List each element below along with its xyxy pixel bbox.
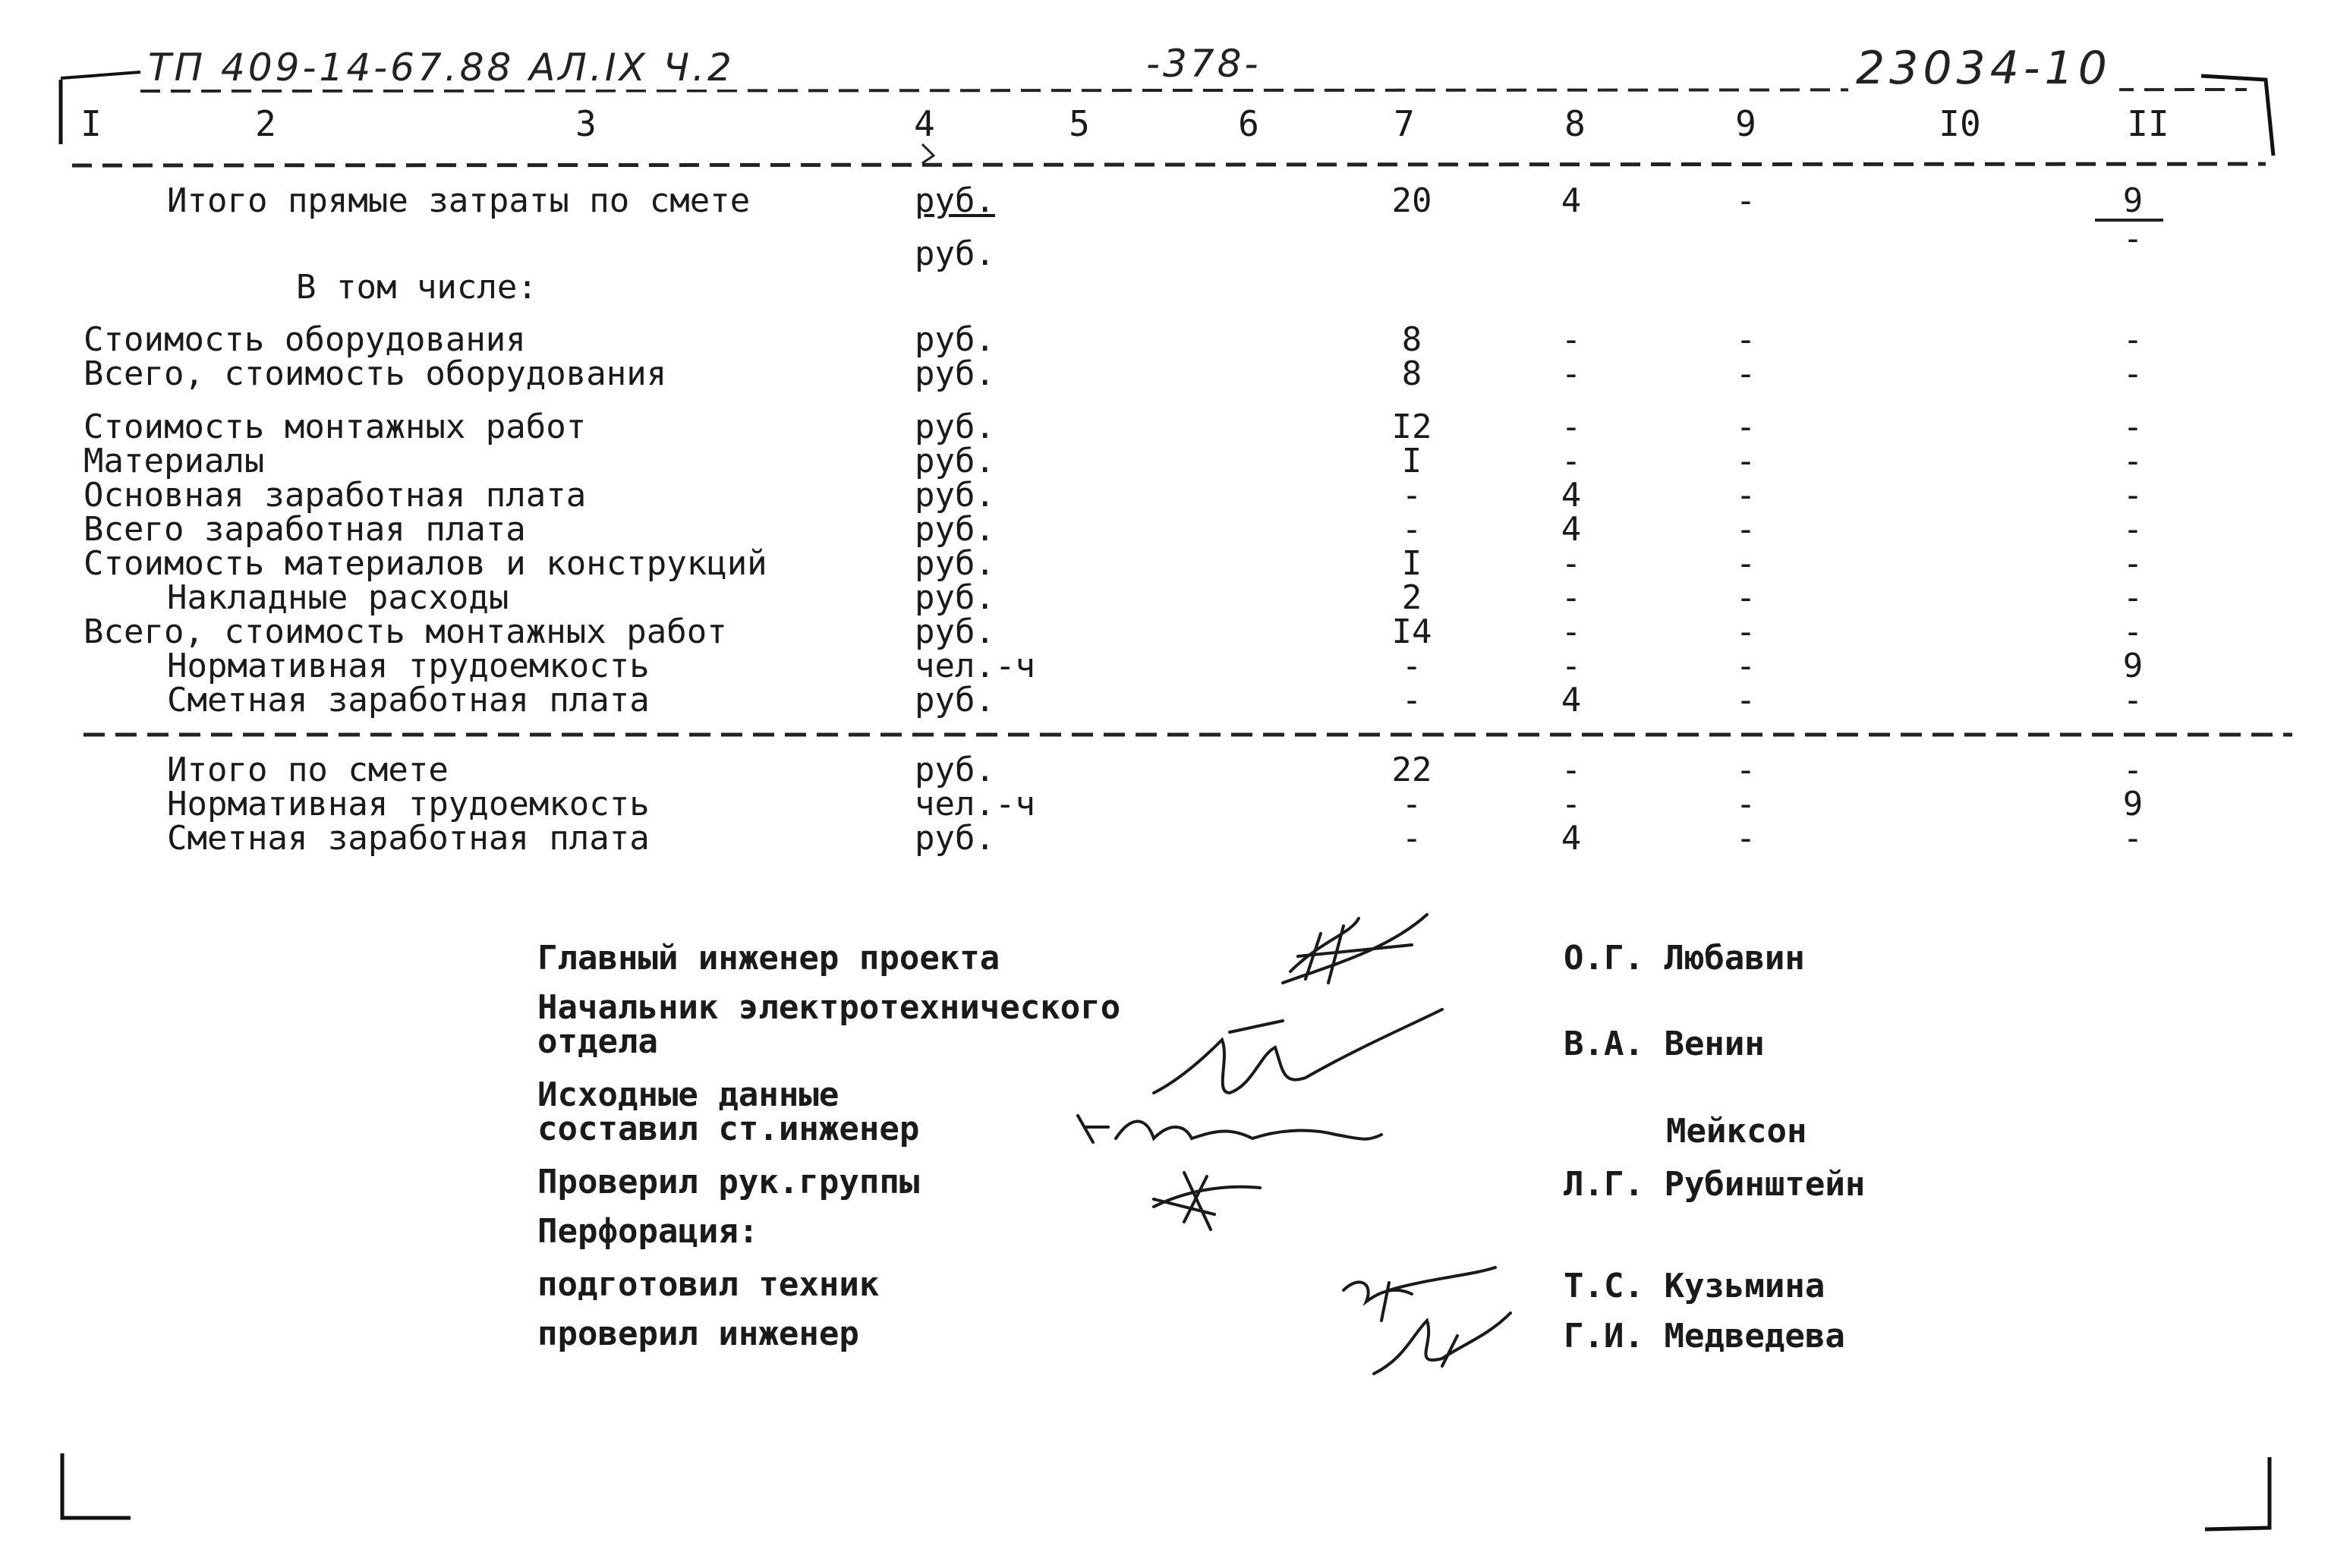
row-label: Всего заработная плата bbox=[83, 510, 526, 549]
row-value-col11: - bbox=[2122, 510, 2144, 549]
row-value-col11: 9 bbox=[2122, 647, 2144, 685]
row-unit: руб. bbox=[915, 819, 995, 858]
col-header-8: 8 bbox=[1564, 103, 1586, 144]
row-unit: руб. bbox=[915, 751, 995, 789]
signature-source-data bbox=[1078, 1116, 1381, 1142]
col-header-11: II bbox=[2127, 103, 2169, 144]
row-value-col8: - bbox=[1561, 408, 1582, 446]
row-value-col11: - bbox=[2122, 751, 2144, 789]
name-chief-engineer: О.Г. Любавин bbox=[1564, 939, 1805, 978]
row-label: Итого прямые затраты по смете bbox=[167, 181, 751, 220]
row-value-col7: - bbox=[1401, 681, 1422, 719]
row-label: Накладные расходы bbox=[167, 578, 509, 617]
row-value-col7: - bbox=[1401, 785, 1422, 823]
row-unit: руб. bbox=[915, 442, 995, 480]
row-value-col11: - bbox=[2122, 219, 2144, 258]
row-value-col8: 4 bbox=[1561, 510, 1582, 549]
row-value-col9: - bbox=[1735, 544, 1756, 583]
role-checked-eng: проверил инженер bbox=[537, 1315, 859, 1353]
row-label: Основная заработная плата bbox=[83, 476, 587, 515]
name-dept-head: В.А. Венин bbox=[1564, 1025, 1765, 1063]
row-unit: чел.-ч bbox=[915, 647, 1035, 685]
col-header-9: 9 bbox=[1735, 103, 1756, 144]
row-value-col9: - bbox=[1735, 681, 1756, 719]
row-value-col7: - bbox=[1401, 476, 1422, 515]
row-value-col11: - bbox=[2122, 681, 2144, 719]
row-value-col8: 4 bbox=[1561, 819, 1582, 858]
row-unit: руб. bbox=[915, 408, 995, 446]
row-unit: руб. bbox=[915, 181, 995, 220]
row-value-col7: 8 bbox=[1401, 320, 1422, 359]
row-unit: руб. bbox=[915, 578, 995, 617]
row-value-col11: - bbox=[2122, 476, 2144, 515]
row-label: Стоимость монтажных работ bbox=[83, 408, 587, 446]
role-chief-engineer: Главный инженер проекта bbox=[537, 939, 1000, 978]
row-value-col11: 9 bbox=[2122, 785, 2144, 823]
row-value-col7: I bbox=[1401, 544, 1422, 583]
row-value-col7: 8 bbox=[1401, 354, 1422, 393]
row-value-col9: - bbox=[1735, 510, 1756, 549]
row-value-col11: - bbox=[2122, 320, 2144, 359]
row-label: Стоимость оборудования bbox=[83, 320, 526, 359]
row-label: Сметная заработная плата bbox=[167, 681, 650, 719]
row-value-col8: - bbox=[1561, 442, 1582, 480]
row-unit: руб. bbox=[915, 320, 995, 359]
role-perforation: Перфорация: bbox=[537, 1212, 759, 1251]
row-value-col8: - bbox=[1561, 354, 1582, 393]
col-header-7: 7 bbox=[1394, 103, 1415, 144]
row-value-col11: - bbox=[2122, 612, 2144, 651]
row-value-col11: - bbox=[2122, 408, 2144, 446]
row-value-col8: 4 bbox=[1561, 181, 1582, 220]
name-checked-group: Л.Г. Рубинштейн bbox=[1564, 1165, 1866, 1204]
col-header-4: 4 bbox=[914, 103, 935, 144]
row-label: Нормативная трудоемкость bbox=[167, 785, 650, 823]
role-source-data-line1: Исходные данные bbox=[537, 1075, 839, 1114]
row-value-col8: - bbox=[1561, 612, 1582, 651]
row-value-col7: - bbox=[1401, 819, 1422, 858]
row-label: Сметная заработная плата bbox=[167, 819, 650, 858]
signature-dept-head bbox=[1154, 1009, 1442, 1093]
row-value-col11: - bbox=[2122, 442, 2144, 480]
row-label: Стоимость материалов и конструкций bbox=[83, 544, 767, 583]
row-value-col11: - bbox=[2122, 544, 2144, 583]
role-checked-group: Проверил рук.группы bbox=[537, 1163, 920, 1201]
col-header-10: I0 bbox=[1939, 103, 1981, 144]
name-prepared-tech: Т.С. Кузьмина bbox=[1564, 1267, 1825, 1305]
row-value-col9: - bbox=[1735, 354, 1756, 393]
row-label: Итого по смете bbox=[167, 751, 449, 789]
row-value-col11: - bbox=[2122, 578, 2144, 617]
page-number: -378- bbox=[1139, 42, 1269, 86]
row-value-col9: - bbox=[1735, 751, 1756, 789]
row-value-col8: - bbox=[1561, 578, 1582, 617]
row-unit: руб. bbox=[915, 235, 995, 273]
col-header-3: 3 bbox=[575, 103, 597, 144]
row-value-col11: - bbox=[2122, 354, 2144, 393]
col-header-6: 6 bbox=[1238, 103, 1259, 144]
role-dept-head-line2: отдела bbox=[537, 1022, 658, 1061]
row-label: Всего, стоимость монтажных работ bbox=[83, 612, 727, 651]
row-label: Всего, стоимость оборудования bbox=[83, 354, 667, 393]
row-unit: руб. bbox=[915, 612, 995, 651]
row-value-col7: I4 bbox=[1391, 612, 1432, 651]
row-value-col9: - bbox=[1735, 442, 1756, 480]
row-value-col7: I2 bbox=[1391, 408, 1432, 446]
row-value-col8: - bbox=[1561, 544, 1582, 583]
row-value-col9: - bbox=[1735, 578, 1756, 617]
row-value-col11: - bbox=[2122, 819, 2144, 858]
row-value-col8: 4 bbox=[1561, 681, 1582, 719]
row-value-col9: - bbox=[1735, 181, 1756, 220]
row-value-col9: - bbox=[1735, 408, 1756, 446]
row-value-col8: 4 bbox=[1561, 476, 1582, 515]
row-value-col9: - bbox=[1735, 476, 1756, 515]
role-dept-head-line1: Начальник электротехнического bbox=[537, 988, 1121, 1027]
row-value-col8: - bbox=[1561, 647, 1582, 685]
col-header-1: I bbox=[80, 103, 102, 144]
row-value-col8: - bbox=[1561, 785, 1582, 823]
document-code: ТП 409-14-67.88 АЛ.IX Ч.2 bbox=[140, 46, 742, 90]
row-unit: руб. bbox=[915, 476, 995, 515]
signature-checked-eng bbox=[1374, 1313, 1510, 1374]
row-unit: руб. bbox=[915, 681, 995, 719]
row-value-col7: I bbox=[1401, 442, 1422, 480]
signature-chief-engineer bbox=[1283, 915, 1427, 983]
row-value-col7: 22 bbox=[1391, 751, 1432, 789]
role-prepared-tech: подготовил техник bbox=[537, 1265, 880, 1304]
row-value-col9: - bbox=[1735, 785, 1756, 823]
name-checked-eng: Г.И. Медведева bbox=[1564, 1317, 1845, 1355]
row-label: Материалы bbox=[83, 442, 265, 480]
row-value-col9: - bbox=[1735, 320, 1756, 359]
row-value-col7: - bbox=[1401, 647, 1422, 685]
row-label: Нормативная трудоемкость bbox=[167, 647, 650, 685]
role-source-data-line2: составил ст.инженер bbox=[537, 1110, 920, 1148]
row-value-col11: 9 bbox=[2122, 181, 2144, 220]
inventory-number: 23034-10 bbox=[1848, 42, 2119, 95]
row-value-col9: - bbox=[1735, 647, 1756, 685]
row-value-col7: - bbox=[1401, 510, 1422, 549]
row-unit: руб. bbox=[915, 510, 995, 549]
name-source-data: Мейксон bbox=[1666, 1112, 1807, 1151]
section-heading: В том числе: bbox=[296, 268, 537, 307]
row-value-col8: - bbox=[1561, 320, 1582, 359]
row-value-col7: 2 bbox=[1401, 578, 1422, 617]
col-header-2: 2 bbox=[255, 103, 276, 144]
signature-prepared-tech bbox=[1343, 1267, 1495, 1321]
row-unit: руб. bbox=[915, 544, 995, 583]
row-value-col8: - bbox=[1561, 751, 1582, 789]
row-value-col7: 20 bbox=[1391, 181, 1432, 220]
row-unit: чел.-ч bbox=[915, 785, 1035, 823]
row-value-col9: - bbox=[1735, 819, 1756, 858]
row-value-col9: - bbox=[1735, 612, 1756, 651]
row-unit: руб. bbox=[915, 354, 995, 393]
signature-checked-group bbox=[1154, 1173, 1260, 1230]
col-header-5: 5 bbox=[1069, 103, 1090, 144]
